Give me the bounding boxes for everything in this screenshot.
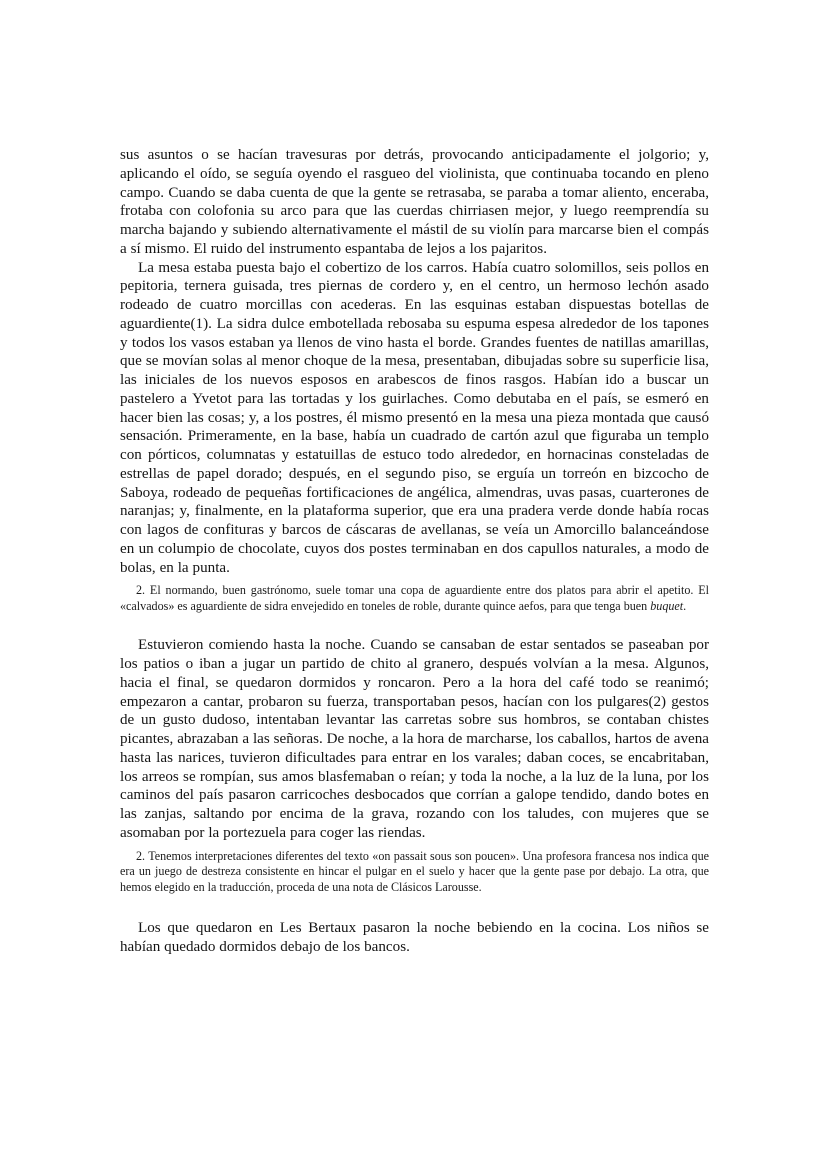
- text-column: [120, 146, 709, 957]
- footnote-spacer-bottom: [120, 614, 709, 636]
- footnote2-spacer-bottom: [120, 895, 709, 919]
- footnote-1: [120, 583, 709, 614]
- footnote-1-text-start: 2. El normando, buen gastrónomo, suele tomar una copa de aguardiente entre dos platos para abrir el apetito. El «calvados» es aguardiente de sidra envejedido en toneles de roble, durante quince aefos, para que tenga buen: [120, 583, 709, 613]
- footnote-2: 2. Tenemos interpretaciones diferentes del texto «on passait sous son poucen». Una profesora francesa nos indica que era un juego de destreza consistente en hincar el pulgar en el suelo y hacer que la gente pase por debajo. La otra, que hemos elegido en la traducción, proceda de una nota de Clásicos Larousse.: [120, 848, 709, 894]
- footnote-1-text-end: .: [683, 598, 687, 613]
- paragraph-les-bertaux: Los que quedaron en Les Bertaux pasaron la noche bebiendo en la cocina. Los niños se habían quedado dormidos debajo de los bancos.: [120, 920, 709, 956]
- footnote-1-italic-term: buquet: [650, 598, 684, 613]
- paragraph-wedding-feast: La mesa estaba puesta bajo el cobertizo de los carros. Había cuatro solomillos, seis pollos en pepitoria, ternera guisada, tres piernas de cordero y, en el centro, un hermoso lechón asado rodeado de cuatro morcillas con acederas. En las esquinas estaban dispuestas botellas de aguardiente(1). La sidra dulce embotellada rebosaba su espuma espesa alrededor de los tapones y todos los vasos estaban ya llenos de vino hasta el borde. Grandes fuentes de natillas amarillas, que se movían solas al menor choque de la mesa, presentaban, dibujadas sobre su superficie lisa, las iniciales de los nuevos esposos en arabescos de finos rasgos. Habían ido a buscar un pastelero a Yvetot para las tortadas y los guirlaches. Como debutaba en el país, se esmeró en hacer bien las cosas; y, a los postres, él mismo presentó en la mesa una pieza montada que causó sensación. Primeramente, en la base, había un cuadrado de cartón azul que figuraba un templo con pórticos, columnatas y estatuillas de estuco todo alrededor, en hornacinas consteladas de estrellas de papel dorado; después, en el segundo piso, se erguía un torreón en bizcocho de Saboya, rodeado de pequeñas fortificaciones de angélica, almendras, uvas pasas, cuarterones de naranjas; y, finalmente, en la plataforma superior, que era una pradera verde donde había rocas con lagos de confituras y barcos de cáscaras de avellanas, se veía un Amorcillo balanceándose en un columpio de chocolate, cuyos dos postes terminaban en dos capullos naturales, a modo de bolas, en la punta.: [120, 259, 709, 576]
- paragraph-evening-revelry: Estuvieron comiendo hasta la noche. Cuando se cansaban de estar sentados se paseaban por los patios o iban a jugar un partido de chito al granero, después volvían a la mesa. Algunos, hacia el final, se quedaron dormidos y roncaron. Pero a la hora del café todo se reanimó; empezaron a cantar, probaron su fuerza, transportaban pesos, hacían con los pulgares(2) gestos de un gusto dudoso, intentaban levantar las carretas sobre sus hombros, se contaban chistes picantes, abrazaban a las señoras. De noche, a la hora de marcharse, los caballos, hartos de avena hasta las narices, tuvieron dificultades para entrar en los varales; daban coces, se encabritaban, los arreos se rompían, sus amos blasfemaban o reían; y toda la noche, a la luz de la luna, por los caminos del país pasaron carricoches desbocados que corrían a galope tendido, dando botes en las zanjas, saltando por encima de la grava, rozando con los taludes, con mujeres que se asomaban por la portezuela para coger las riendas.: [120, 637, 709, 841]
- paragraph-continuation: sus asuntos o se hacían travesuras por detrás, provocando anticipadamente el jolgorio; y, aplicando el oído, se seguía oyendo el rasgueo del violinista, que continuaba tocando en pleno campo. Cuando se daba cuenta de que la gente se retrasaba, se paraba a tomar aliento, enceraba, frotaba con colofonia su arco para que las cuerdas chirriasen mejor, y luego reemprendía su marcha bajando y subiendo alternativamente el mástil de su violín para marcarse bien el compás a sí mismo. El ruido del instrumento espantaba de lejos a los pajaritos.: [120, 147, 709, 257]
